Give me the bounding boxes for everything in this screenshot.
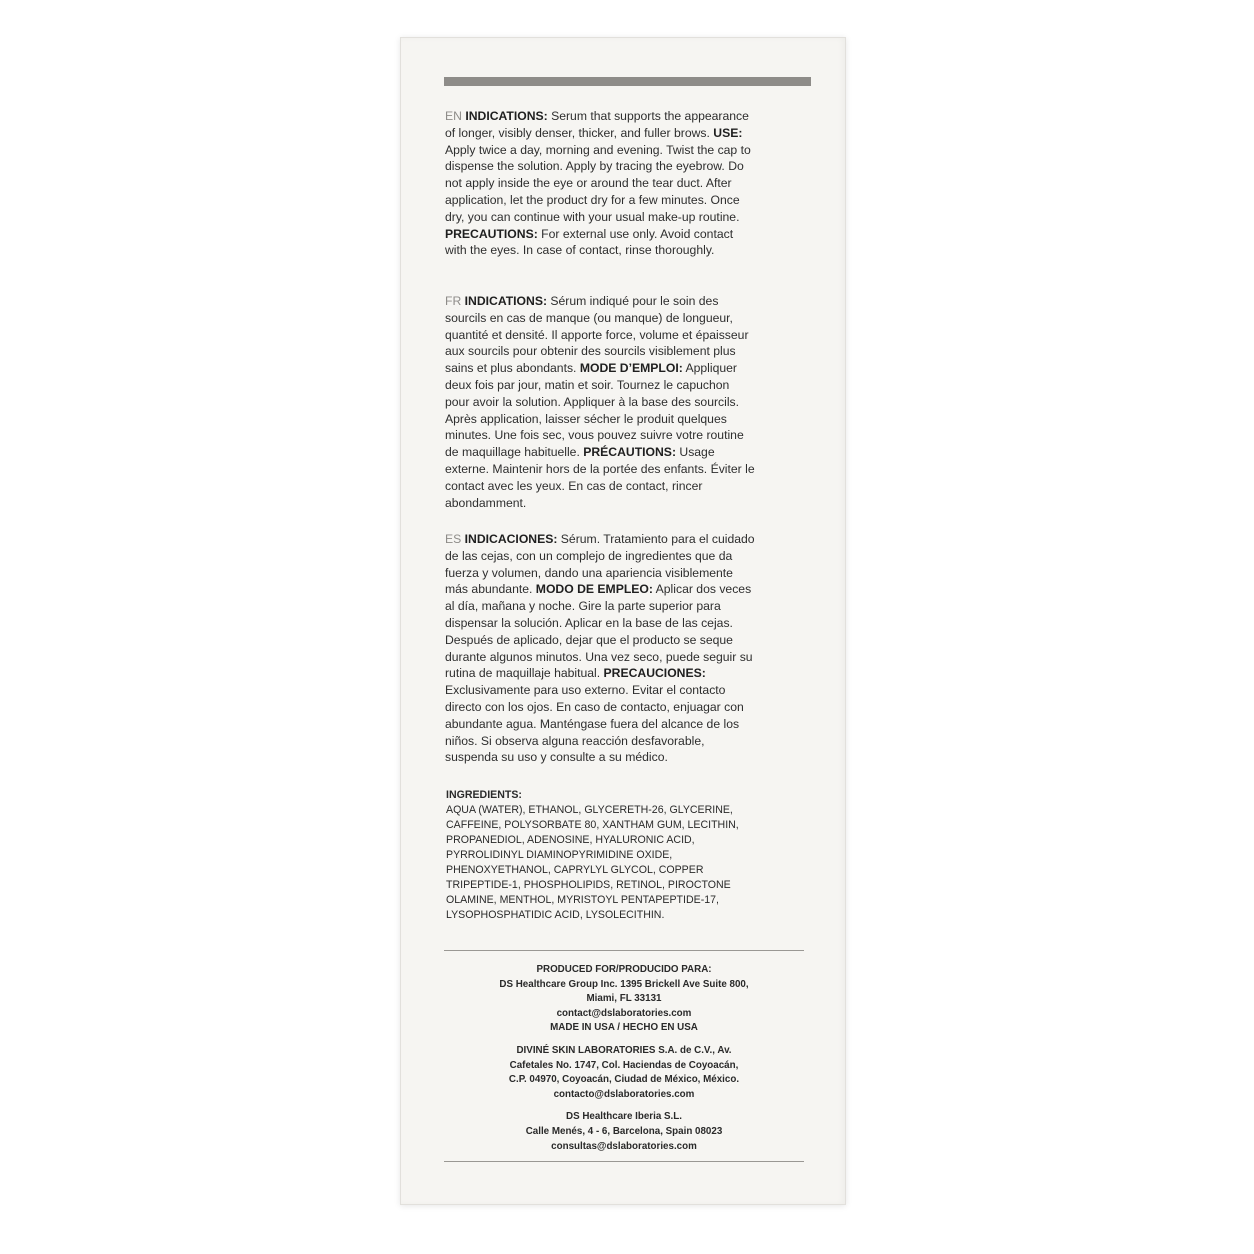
producer-heading: PRODUCED FOR/PRODUCIDO PARA: — [536, 964, 712, 975]
product-box-back — [400, 37, 846, 1205]
mexico-address-line: Cafetales No. 1747, Col. Haciendas de Coyoacán, — [509, 1059, 739, 1071]
es-precautions-label: PRECAUCIONES: — [603, 666, 706, 681]
fr-indications-label: INDICATIONS: — [464, 294, 548, 308]
usa-address-line: DS Healthcare Group Inc. 1395 Brickell Ave Suite 800, — [499, 978, 749, 990]
usa-address-line: Miami, FL 33131 — [586, 993, 662, 1005]
en-precautions-text: For external use only. Avoid contact with the eyes. In case of contact, rinse thoroughly. — [445, 226, 734, 258]
mexico-address-line: C.P. 04970, Coyoacán, Ciudad de México, México. — [508, 1074, 740, 1086]
fr-use-text: Appliquer deux fois par jour, matin et soir. Tournez le capuchon pour avoir la solution. Appliquer à la base des sourcils. Après application, laisser sécher le produit quelques minutes. Une fois sec, vous pouvez suivre votre routine de maquillage habituelle. — [445, 361, 744, 460]
spain-company: DS Healthcare Iberia S.L. — [566, 1111, 682, 1123]
es-indications-text: Sérum. Tratamiento para el cuidado de las cejas, con un complejo de ingredientes que da fuerza y volumen, dando una apariencia visiblemente más abundante. — [445, 532, 755, 597]
divider-top — [444, 950, 804, 951]
en-use-label: USE: — [713, 125, 743, 140]
ingredients-block — [446, 788, 766, 923]
es-use-text: Aplicar dos veces al día, mañana y noche. Gire la parte superior para dispensar la solución. Aplicar en la base de las cejas. Después de aplicado, dejar que el producto se seque durante algunos minutos. Una vez seco, puede seguir su rutina de maquillaje habitual. — [445, 582, 753, 681]
es-precautions-text: Exclusivamente para uso externo. Evitar el contacto directo con los ojos. En caso de contacto, enjuagar con abundante agua. Manténgase fuera del alcance de los niños. Si observa alguna reacción desfavorable, suspenda su uso y consulte a su médico. — [445, 683, 744, 765]
en-indications-label: INDICATIONS: — [465, 109, 548, 123]
producer-block — [444, 963, 804, 1154]
lang-code-en: EN — [445, 109, 462, 123]
fr-precautions-text: Usage externe. Maintenir hors de la portée des enfants. Éviter le contact avec les yeux. En cas de contact, rincer abondamment. — [445, 445, 755, 510]
usa-email: contact@dslaboratories.com — [556, 1007, 692, 1019]
section-fr — [445, 293, 757, 511]
mexico-email: contacto@dslaboratories.com — [553, 1088, 695, 1100]
es-use-label: MODO DE EMPLEO: — [535, 582, 653, 597]
fr-indications-text: Sérum indiqué pour le soin des sourcils en cas de manque (ou manque) de longueur, quantité et densité. Il apporte force, volume et épaisseur aux sourcils pour obtenir des sourcils visiblement plus sains et plus abondants. — [445, 294, 749, 376]
en-indications-text: Serum that supports the appearance of longer, visibly denser, thicker, and fuller brows. — [445, 109, 749, 140]
lang-code-fr: FR — [445, 294, 462, 308]
fr-use-label: MODE D’EMPLOI: — [579, 361, 683, 376]
top-grey-bar — [444, 77, 811, 86]
en-precautions-label: PRECAUTIONS: — [445, 226, 538, 241]
ingredients-list: AQUA (WATER), ETHANOL, GLYCERETH-26, GLYCERINE, CAFFEINE, POLYSORBATE 80, XANTHAM GUM, LECITHIN, PROPANEDIOL, ADENOSINE, HYALURONIC ACID, PYRROLIDINYL DIAMINOPYRIMIDINE OXIDE, PHENOXYETHANOL, CAPRYLYL GLYCOL, COPPER TRIPEPTIDE-1, PHOSPHOLIPIDS, RETINOL, PIROCTONE OLAMINE, MENTHOL, MYRISTOYL PENTAPEPTIDE-17, LYSOPHOSPHATIDIC ACID, LYSOLECITHIN. — [446, 804, 739, 921]
spain-address-line: Calle Menés, 4 - 6, Barcelona, Spain 08023 — [525, 1125, 723, 1137]
lang-code-es: ES — [445, 532, 462, 546]
en-use-text: Apply twice a day, morning and evening. Twist the cap to dispense the solution. Apply by tracing the eyebrow. Do not apply inside the eye or around the tear duct. After application, let the product dry for a few minutes. Once dry, you can continue with your usual make-up routine. — [445, 142, 751, 224]
spain-email: consultas@dslaboratories.com — [551, 1140, 697, 1152]
made-in-label: MADE IN USA / HECHO EN USA — [550, 1022, 698, 1034]
section-es — [445, 531, 757, 766]
es-indications-label: INDICACIONES: — [464, 532, 558, 546]
ingredients-title: INGREDIENTS: — [446, 789, 522, 801]
fr-precautions-label: PRÉCAUTIONS: — [583, 445, 676, 460]
divider-bottom — [444, 1161, 804, 1162]
section-en — [445, 108, 757, 259]
mexico-address-line: DIVINÉ SKIN LABORATORIES S.A. de C.V., Av. — [516, 1044, 732, 1056]
